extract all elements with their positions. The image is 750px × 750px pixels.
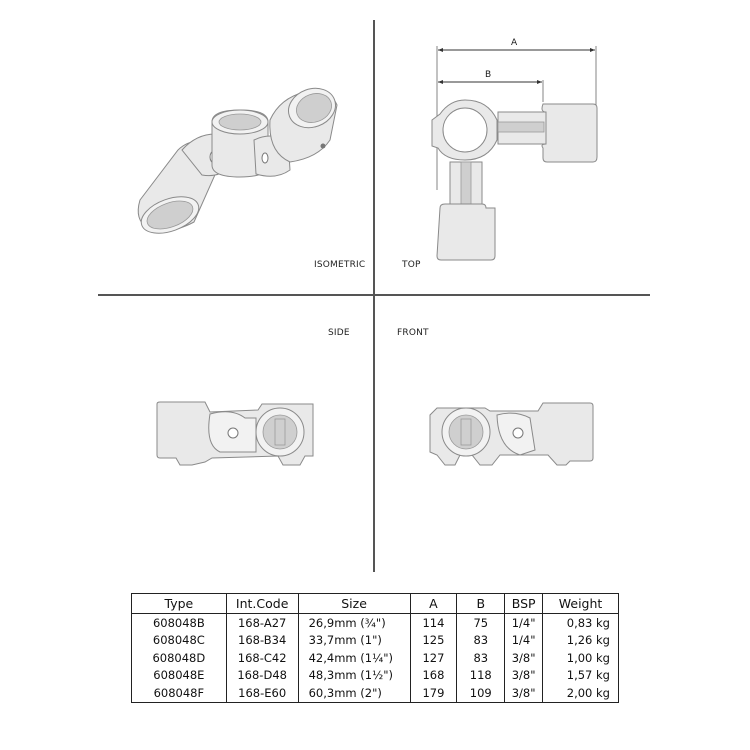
cell-a: 168: [410, 667, 457, 685]
cell-type: 608048B: [132, 614, 227, 632]
cell-weight: 1,00 kg: [543, 649, 619, 667]
top-label: TOP: [402, 260, 421, 270]
side-label: SIDE: [328, 328, 350, 338]
cell-size: 26,9mm (¾"): [298, 614, 410, 632]
cell-b: 83: [457, 649, 505, 667]
header-type: Type: [132, 594, 227, 614]
cell-type: 608048E: [132, 667, 227, 685]
header-b: B: [457, 594, 505, 614]
cell-weight: 2,00 kg: [543, 684, 619, 702]
cell-weight: 1,26 kg: [543, 632, 619, 650]
table-row: [132, 649, 619, 667]
header-weight: Weight: [543, 594, 619, 614]
cell-weight: 0,83 kg: [543, 614, 619, 632]
cell-a: 179: [410, 684, 457, 702]
cell-bsp: 1/4": [505, 632, 543, 650]
table-row: [132, 614, 619, 632]
cell-b: 75: [457, 614, 505, 632]
cell-a: 125: [410, 632, 457, 650]
cell-size: 60,3mm (2"): [298, 684, 410, 702]
vertical-divider: [373, 20, 375, 572]
cell-bsp: 3/8": [505, 684, 543, 702]
cell-type: 608048F: [132, 684, 227, 702]
cell-bsp: 3/8": [505, 667, 543, 685]
isometric-label: ISOMETRIC: [314, 260, 366, 270]
cell-bsp: 1/4": [505, 614, 543, 632]
table-row: [132, 632, 619, 650]
specification-table: [131, 593, 619, 703]
cell-size: 33,7mm (1"): [298, 632, 410, 650]
cell-int-code: 168-C42: [226, 649, 298, 667]
front-label: FRONT: [397, 328, 429, 338]
cell-type: 608048C: [132, 632, 227, 650]
header-size: Size: [298, 594, 410, 614]
cell-int-code: 168-D48: [226, 667, 298, 685]
cell-int-code: 168-B34: [226, 632, 298, 650]
header-bsp: BSP: [505, 594, 543, 614]
cell-size: 42,4mm (1¼"): [298, 649, 410, 667]
front-view-drawing: [425, 398, 605, 468]
header-int-code: Int.Code: [226, 594, 298, 614]
cell-b: 109: [457, 684, 505, 702]
table-header-row: [132, 594, 619, 614]
top-view-drawing: [420, 36, 620, 266]
cell-weight: 1,57 kg: [543, 667, 619, 685]
isometric-view-drawing: [130, 80, 370, 250]
dimension-b-label: B: [485, 70, 492, 80]
header-a: A: [410, 594, 457, 614]
cell-int-code: 168-E60: [226, 684, 298, 702]
dimension-a-label: A: [511, 38, 518, 48]
cell-type: 608048D: [132, 649, 227, 667]
cell-b: 118: [457, 667, 505, 685]
table-row: [132, 684, 619, 702]
table-row: [132, 667, 619, 685]
cell-b: 83: [457, 632, 505, 650]
cell-bsp: 3/8": [505, 649, 543, 667]
cell-size: 48,3mm (1½"): [298, 667, 410, 685]
side-view-drawing: [150, 398, 330, 468]
horizontal-divider: [98, 294, 650, 296]
cell-a: 114: [410, 614, 457, 632]
cell-int-code: 168-A27: [226, 614, 298, 632]
cell-a: 127: [410, 649, 457, 667]
